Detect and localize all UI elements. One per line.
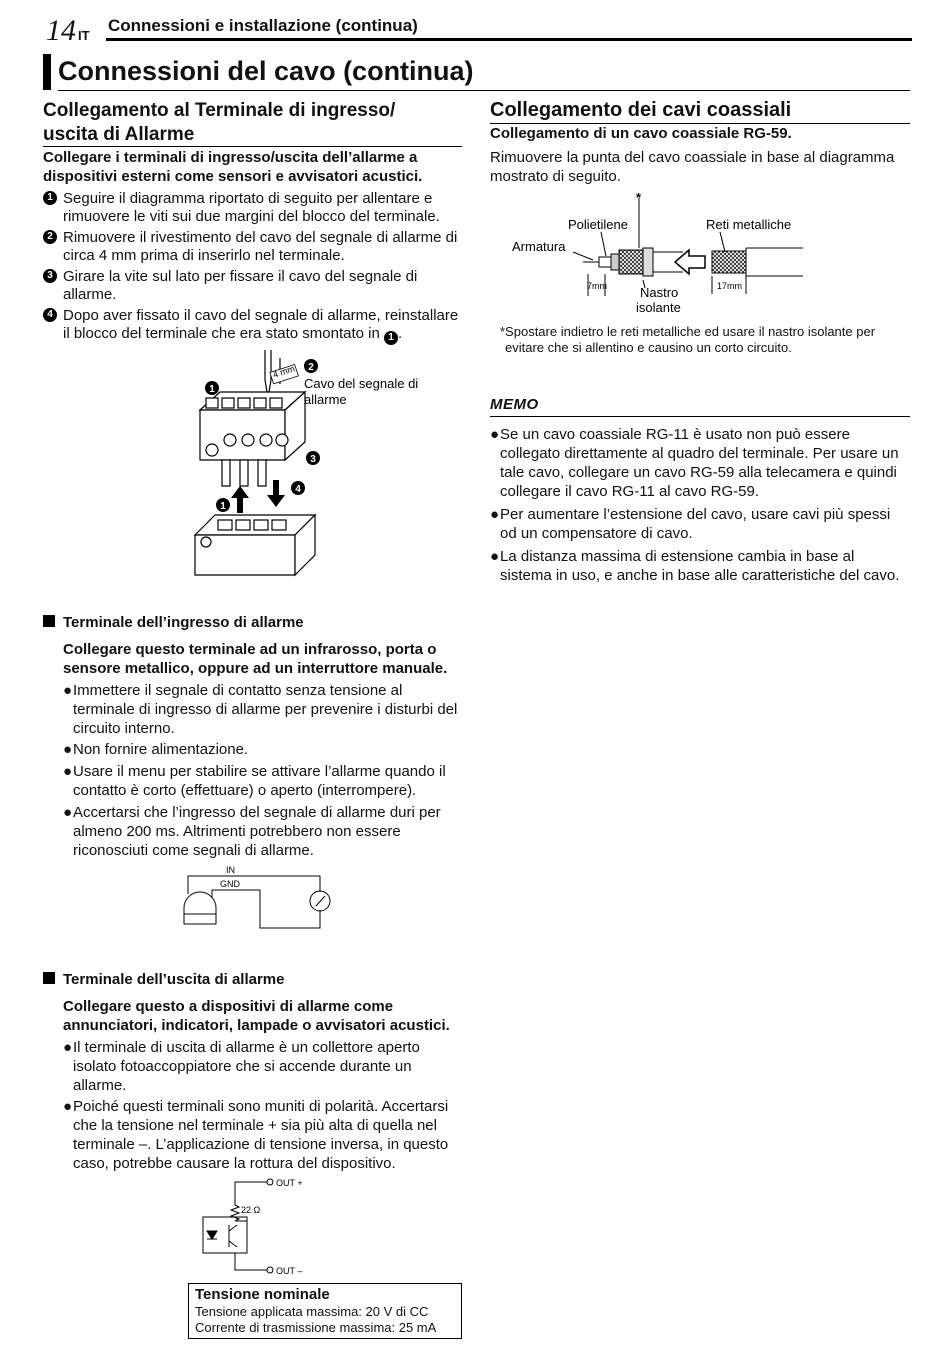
square-bullet-icon [43,615,55,627]
label-armatura: Armatura [512,239,566,254]
label-out-plus: OUT + [276,1178,303,1188]
input-bullet-2: ● Non fornire alimentazione. [63,741,249,758]
input-circuit-figure [180,862,340,937]
coax-subtitle: Collegamento di un cavo coassiale RG-59. [490,125,792,142]
step-1: 1 Seguire il diagramma riportato di seguito per allentare e rimuovere le viti sui due margini del blocco del terminale. [43,190,463,226]
memo-bullet-2: ● Per aumentare l’estensione del cavo, usare cavi più spessi od un compensatore di cavo. [490,506,891,542]
coax-note: *Spostare indietro le reti metalliche ed usare il nastro isolante per evitare che si allentino e causino un corto circuito. [500,324,876,355]
label-17mm: 17mm [717,281,743,291]
coax-text: Rimuovere la punta del cavo coassiale in base al diagramma mostrato di seguito. [490,149,895,185]
input-terminal-title: Terminale dell’ingresso di allarme [43,613,304,632]
fig-badge-1: 1 [209,384,215,395]
fig-badge-1b: 1 [220,501,226,512]
rating-voltage: Tensione applicata massima: 20 V di CC [195,1304,429,1319]
label-nastro-1: Nastro [640,285,679,300]
section-rule [43,146,462,147]
coax-cable-figure [505,190,810,320]
label-gnd: GND [220,879,240,889]
output-lead: Collegare questo a dispositivi di allarme come annunciatori, indicatori, lampade o avvisatori acustici. [63,998,450,1034]
memo-title: MEMO [490,396,539,413]
label-reti: Reti metalliche [706,217,792,232]
page-number: 14 IT [46,14,90,47]
label-cable-2: allarme [304,392,347,407]
output-circuit-figure [195,1175,315,1280]
language-code: IT [78,28,90,43]
output-terminal-title: Terminale dell’uscita di allarme [43,970,284,989]
fig-badge-2: 2 [308,362,314,373]
step-3: 3 Girare la vite sul lato per fissare il cavo del segnale di allarme. [43,268,463,304]
label-4mm: 4 mm [271,363,297,380]
title-rule [58,90,910,91]
memo-rule [490,416,910,417]
memo-bullet-3: ● La distanza massima di estensione cambia in base al sistema in uso, e anche in base alle caratteristiche del cavo. [490,548,900,584]
terminal-block-figure [190,350,430,585]
input-bullet-4: ● Accertarsi che l’ingresso del segnale di allarme duri per almeno 200 ms. Altrimenti potrebbero non essere riconosciuti come segnali di allarme. [63,804,441,859]
alarm-lead-text: Collegare i terminali di ingresso/uscita dell’allarme a dispositivi esterni come sensori e avvisatori acustici. [43,149,423,185]
fig-badge-3: 3 [310,454,316,465]
label-out-minus: OUT – [276,1266,303,1276]
page-title: Connessioni del cavo (continua) [58,56,474,86]
input-lead: Collegare questo terminale ad un infrarosso, porta o sensore metallico, oppure ad un interruttore manuale. [63,641,448,677]
label-nastro-2: isolante [636,300,681,315]
label-7mm: 7mm [587,281,607,291]
memo-bullet-1: ● Se un cavo coassiale RG-11 è usato non può essere collegato direttamente al quadro del terminale. Per usare un tale cavo, collegare un cavo RG-59 alla telecamera e quindi collegare il cavo RG-11 al cavo RG-59. [490,426,899,500]
output-bullet-1: ● Il terminale di uscita di allarme è un collettore aperto isolato fotoaccoppiatore che si accende durante un allarme. [63,1039,420,1094]
fig-badge-4: 4 [295,484,301,495]
input-bullet-3: ● Usare il menu per stabilire se attivare l’allarme quando il contatto è corto (effettuare) o aperto (interrompere). [63,763,446,799]
square-bullet-icon [43,972,55,984]
step-ref-badge: 1 [384,331,398,345]
title-bar-marker [43,54,51,90]
input-bullet-1: ● Immettere il segnale di contatto senza tensione al terminale di ingresso di allarme per prevenire i disturbi del circuito interno. [63,682,458,737]
step-4: 4 Dopo aver fissato il cavo del segnale di allarme, reinstallare il blocco del terminale che era stato smontato in 1 . [43,307,463,345]
label-star: * [636,190,642,205]
section-title-alarm: Collegamento al Terminale di ingresso/ uscita di Allarme [43,100,396,145]
output-bullet-2: ● Poiché questi terminali sono muniti di polarità. Accertarsi che la tensione nel terminale + sia più alta di quella nel terminale –. L’applicazione di tensione inversa, in questo caso, potrebbe causare la rottura del dispositivo. [63,1098,449,1172]
label-resistor: 22 Ω [241,1205,261,1215]
rating-current: Corrente di trasmissione massima: 25 mA [195,1320,437,1335]
step-2: 2 Rimuovere il rivestimento del cavo del segnale di allarme di circa 4 mm prima di inserirlo nel terminale. [43,229,463,265]
label-polietilene: Polietilene [568,217,628,232]
running-title: Connessioni e installazione (continua) [108,16,418,35]
section-title-coax: Collegamento dei cavi coassiali [490,99,792,121]
header-rule [106,38,912,41]
label-in: IN [226,865,235,875]
label-cable-1: Cavo del segnale di [304,376,419,391]
rating-title: Tensione nominale [195,1286,330,1303]
rating-box [188,1283,462,1339]
